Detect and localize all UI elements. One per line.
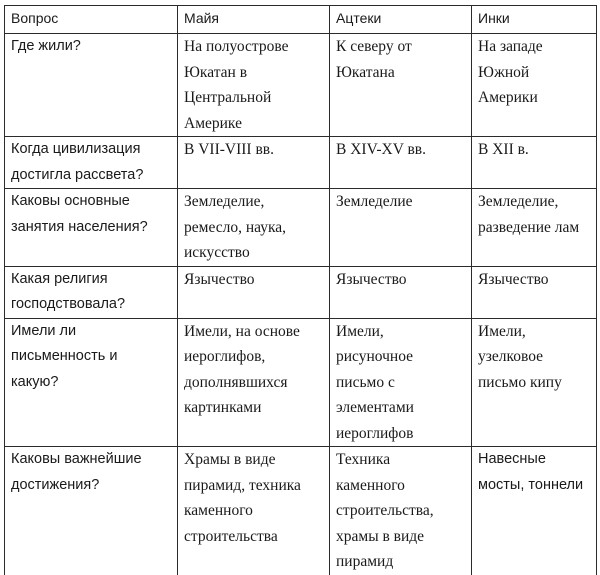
question-cell: Каковы важнейшие достижения? [5,447,178,575]
aztecs-cell: Техника каменного строительства, храмы в виде пирамид [330,447,472,575]
incas-cell: Имели, узелковое письмо кипу [472,318,597,447]
table-header-row [5,6,597,34]
incas-cell: Земледелие, разведение лам [472,189,597,267]
maya-cell: Храмы в виде пирамид, техника каменного строительства [178,447,330,575]
header-maya: Майя [178,6,330,34]
question-cell: Когда цивилизация достигла рассвета? [5,137,178,189]
table-row [5,266,597,318]
table-row [5,318,597,447]
aztecs-cell: Имели, рисуночное письмо с элементами иероглифов [330,318,472,447]
table-row [5,447,597,575]
maya-cell: Язычество [178,266,330,318]
header-aztecs: Ацтеки [330,6,472,34]
incas-cell: На западе Южной Америки [472,34,597,137]
question-cell: Какая религия господствовала? [5,266,178,318]
aztecs-cell: К северу от Юкатана [330,34,472,137]
maya-cell: На полуострове Юкатан в Центральной Америке [178,34,330,137]
table-row [5,189,597,267]
question-cell: Где жили? [5,34,178,137]
question-cell: Имели ли письменность и какую? [5,318,178,447]
maya-cell: В VII-VIII вв. [178,137,330,189]
maya-cell: Имели, на основе иероглифов, дополнявшихся картинками [178,318,330,447]
incas-cell: В XII в. [472,137,597,189]
question-cell: Каковы основные занятия населения? [5,189,178,267]
header-incas: Инки [472,6,597,34]
aztecs-cell: В XIV-XV вв. [330,137,472,189]
aztecs-cell: Язычество [330,266,472,318]
table-row [5,137,597,189]
maya-cell: Земледелие, ремесло, наука, искусство [178,189,330,267]
incas-cell: Навесные мосты, тоннели [472,447,597,575]
table-row [5,34,597,137]
aztecs-cell: Земледелие [330,189,472,267]
civilizations-table-container [4,5,596,575]
header-question: Вопрос [5,6,178,34]
civilizations-comparison-table [4,5,597,575]
incas-cell: Язычество [472,266,597,318]
